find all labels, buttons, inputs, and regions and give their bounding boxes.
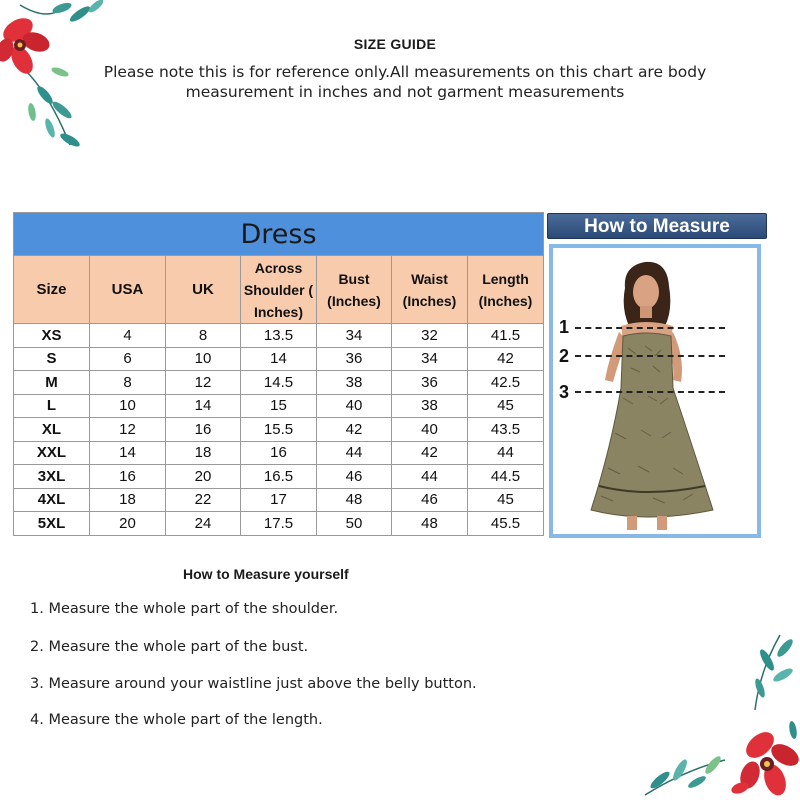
size-cell: 4XL <box>14 488 90 512</box>
table-cell: 42 <box>392 441 468 465</box>
table-cell: 6 <box>90 347 166 371</box>
size-cell: 3XL <box>14 465 90 489</box>
table-cell: 36 <box>392 371 468 395</box>
instruction-step: 1. Measure the whole part of the shoulder. <box>30 601 339 617</box>
size-chart-table <box>13 212 544 536</box>
table-row <box>14 488 544 512</box>
shoulder-line <box>575 327 725 329</box>
table-cell: 10 <box>90 394 166 418</box>
column-header: Waist (Inches) <box>392 256 468 324</box>
size-cell: XS <box>14 324 90 348</box>
how-to-measure-banner: How to Measure <box>547 213 767 239</box>
table-cell: 14 <box>241 347 317 371</box>
table-cell: 46 <box>392 488 468 512</box>
waist-line <box>575 391 725 393</box>
table-cell: 18 <box>90 488 166 512</box>
table-row <box>14 371 544 395</box>
table-row <box>14 512 544 536</box>
instruction-step: 4. Measure the whole part of the length. <box>30 712 323 728</box>
table-cell: 50 <box>317 512 392 536</box>
table-cell: 12 <box>90 418 166 442</box>
red-flower-icon <box>730 727 800 798</box>
table-cell: 13.5 <box>241 324 317 348</box>
table-header-row <box>14 256 544 324</box>
table-caption: Dress <box>14 213 544 256</box>
table-cell: 42 <box>468 347 544 371</box>
table-cell: 48 <box>392 512 468 536</box>
reference-note: Please note this is for reference only.All measurements on this chart are body measurement in inches and not garment measurements <box>103 63 707 101</box>
table-cell: 15.5 <box>241 418 317 442</box>
table-cell: 44 <box>392 465 468 489</box>
floral-corner-bottom-right <box>635 630 800 800</box>
marker-waist: 3 <box>559 382 570 402</box>
table-cell: 34 <box>392 347 468 371</box>
column-header: Size <box>14 256 90 324</box>
size-cell: 5XL <box>14 512 90 536</box>
column-header: Across Shoulder ( Inches) <box>241 256 317 324</box>
table-row <box>14 441 544 465</box>
column-header: USA <box>90 256 166 324</box>
size-cell: S <box>14 347 90 371</box>
column-header: Bust (Inches) <box>317 256 392 324</box>
table-cell: 42 <box>317 418 392 442</box>
marker-bust: 2 <box>559 346 570 366</box>
size-cell: XL <box>14 418 90 442</box>
table-cell: 41.5 <box>468 324 544 348</box>
table-cell: 14 <box>166 394 241 418</box>
table-cell: 14 <box>90 441 166 465</box>
instruction-step: 3. Measure around your waistline just above the belly button. <box>30 676 477 692</box>
table-cell: 16.5 <box>241 465 317 489</box>
table-cell: 40 <box>317 394 392 418</box>
column-header: Length (Inches) <box>468 256 544 324</box>
table-cell: 40 <box>392 418 468 442</box>
table-cell: 43.5 <box>468 418 544 442</box>
size-cell: L <box>14 394 90 418</box>
table-cell: 42.5 <box>468 371 544 395</box>
table-cell: 48 <box>317 488 392 512</box>
table-cell: 22 <box>166 488 241 512</box>
table-cell: 16 <box>241 441 317 465</box>
table-cell: 20 <box>166 465 241 489</box>
table-row <box>14 394 544 418</box>
table-cell: 8 <box>166 324 241 348</box>
table-cell: 38 <box>317 371 392 395</box>
table-cell: 14.5 <box>241 371 317 395</box>
table-cell: 45 <box>468 394 544 418</box>
table-cell: 24 <box>166 512 241 536</box>
table-cell: 10 <box>166 347 241 371</box>
table-cell: 20 <box>90 512 166 536</box>
table-cell: 36 <box>317 347 392 371</box>
instructions-title: How to Measure yourself <box>183 566 349 582</box>
table-cell: 32 <box>392 324 468 348</box>
table-cell: 18 <box>166 441 241 465</box>
table-cell: 16 <box>166 418 241 442</box>
table-cell: 12 <box>166 371 241 395</box>
table-cell: 46 <box>317 465 392 489</box>
column-header: UK <box>166 256 241 324</box>
table-cell: 44 <box>317 441 392 465</box>
marker-shoulder: 1 <box>559 317 570 337</box>
table-cell: 38 <box>392 394 468 418</box>
size-cell: XXL <box>14 441 90 465</box>
table-cell: 15 <box>241 394 317 418</box>
table-row <box>14 465 544 489</box>
page-title: SIZE GUIDE <box>353 36 437 52</box>
size-cell: M <box>14 371 90 395</box>
table-cell: 8 <box>90 371 166 395</box>
table-cell: 4 <box>90 324 166 348</box>
table-row <box>14 324 544 348</box>
table-row <box>14 347 544 371</box>
bust-line <box>575 355 725 357</box>
table-row <box>14 418 544 442</box>
table-cell: 45 <box>468 488 544 512</box>
table-cell: 17.5 <box>241 512 317 536</box>
table-cell: 45.5 <box>468 512 544 536</box>
table-cell: 44.5 <box>468 465 544 489</box>
instruction-step: 2. Measure the whole part of the bust. <box>30 639 309 655</box>
table-cell: 34 <box>317 324 392 348</box>
table-cell: 16 <box>90 465 166 489</box>
table-cell: 44 <box>468 441 544 465</box>
table-cell: 17 <box>241 488 317 512</box>
